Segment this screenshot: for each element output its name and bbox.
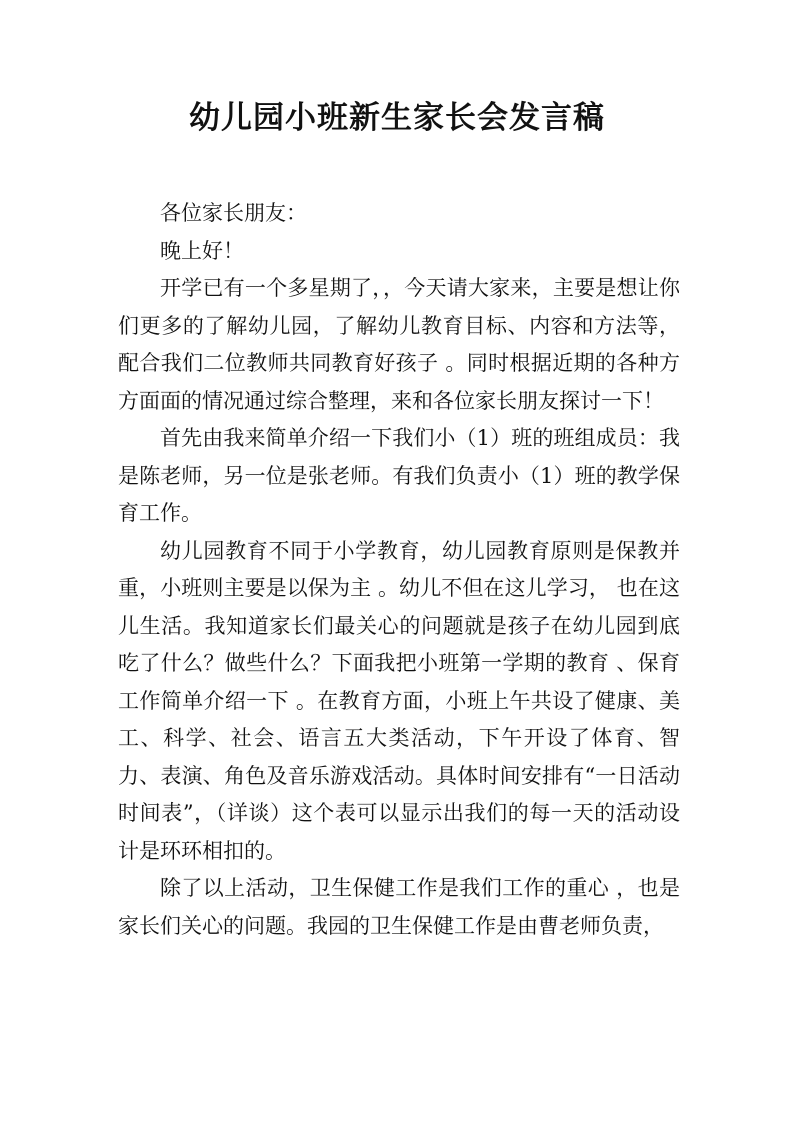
health-care-paragraph: 除了以上活动，卫生保健工作是我们工作的重心 ，也是家长们关心的问题。我园的卫生保健工作是由曹老师负责， [118,876,680,938]
education-paragraph: 幼儿园教育不同于小学教育，幼儿园教育原则是保教并重，小班则主要是以保为主 。幼儿不但在这儿学习， 也在这儿生活。我知道家长们最关心的问题就是孩子在幼儿园到底吃了什么？做些什么？下面我把小班第一学期的教育 、保育工作简单介绍一下 。在教育方面，小班上午共设了健康、美工、科学、社会、语言五大类活动，下午开设了体育、智力、表演、角色及音乐游戏活动。具体时间安排有“一日活动时间表”，（详谈）这个表可以显示出我们的每一天的活动设计是环环相扣的。 [118,538,680,863]
team-intro-paragraph: 首先由我来简单介绍一下我们小（1）班的班组成员：我是陈老师，另一位是张老师。有我们负责小（1）班的教学保育工作。 [118,426,680,525]
document-title: 幼儿园小班新生家长会发言稿 [189,100,605,136]
greeting-paragraph: 各位家长朋友： [160,201,307,225]
opening-paragraph: 开学已有一个多星期了，，今天请大家来，主要是想让你们更多的了解幼儿园，了解幼儿教育目标、内容和方法等，配合我们二位教师共同教育好孩子 。同时根据近期的各种方方面面的情况通过综合整理，来和各位家长朋友探讨一下！ [118,276,680,413]
document-body [118,195,680,945]
evening-greeting-paragraph: 晚上好！ [160,238,244,263]
